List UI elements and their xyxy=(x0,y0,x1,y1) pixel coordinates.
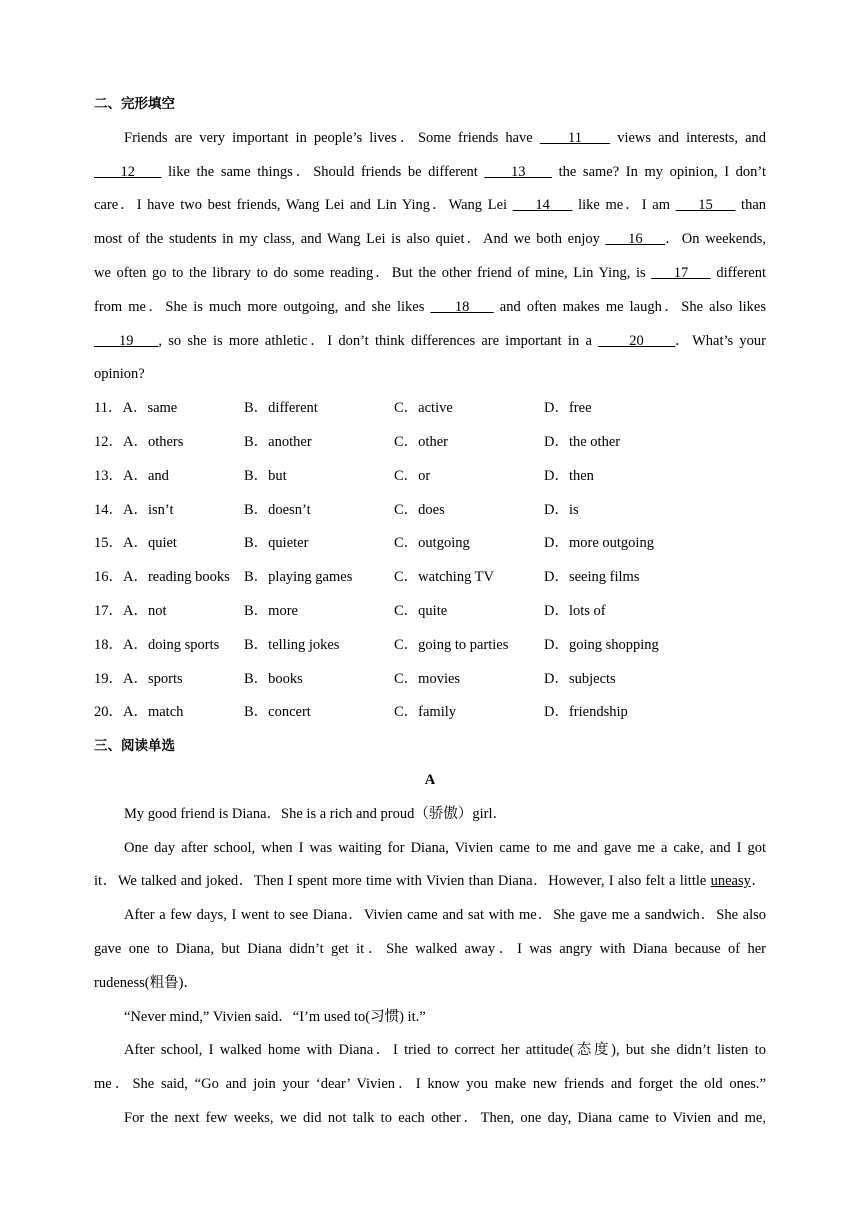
option-text: A．quiet xyxy=(123,535,177,552)
question-row xyxy=(94,561,766,595)
question-row xyxy=(94,663,766,697)
passage-text: the same? In my opinion, I don’t xyxy=(551,163,766,180)
option-a xyxy=(94,527,177,561)
question-row xyxy=(94,527,766,561)
option-d: D．seeing films xyxy=(544,569,640,586)
option-b: B．playing games xyxy=(244,569,353,586)
passage-text: different xyxy=(710,264,767,281)
passage-line xyxy=(94,325,766,359)
option-b: B．telling jokes xyxy=(244,636,340,653)
option-b: B．but xyxy=(244,467,287,484)
option-c: C．other xyxy=(394,433,448,450)
option-text: A．reading books xyxy=(123,569,230,586)
option-c: C．going to parties xyxy=(394,636,509,653)
question-number: 15． xyxy=(94,535,123,552)
question-row xyxy=(94,460,766,494)
option-b: B．more xyxy=(244,602,298,619)
question-number: 12． xyxy=(94,433,123,450)
option-text: A．sports xyxy=(123,670,183,687)
option-d: D．free xyxy=(544,400,592,417)
option-a xyxy=(94,561,230,595)
option-text: A．match xyxy=(123,704,184,721)
option-b: B．concert xyxy=(244,704,311,721)
reading-text: it．We talked and joked．Then I spent more time with Vivien than Diana．However, I also felt a little xyxy=(94,873,711,890)
option-a xyxy=(94,392,177,426)
passage-text: ．What’s your xyxy=(675,332,767,349)
question-number: 18． xyxy=(94,636,123,653)
reading-line: For the next few weeks, we did not talk to each other．Then, one day, Diana came to Vivien and me, xyxy=(124,1109,766,1126)
reading-line: rudeness(粗鲁)． xyxy=(94,974,198,991)
option-d: D．friendship xyxy=(544,704,628,721)
passage-text: and often makes me laugh．She also likes xyxy=(493,298,766,315)
option-c: C．quite xyxy=(394,602,448,619)
option-b: B．quieter xyxy=(244,535,309,552)
option-d: D．subjects xyxy=(544,670,616,687)
reading-line: After a few days, I went to see Diana．Vivien came and sat with me．She gave me a sandwich．She also xyxy=(124,907,766,924)
option-text: A．isn’t xyxy=(123,501,174,518)
reading-line: After school, I walked home with Diana．I tried to correct her attitude(态度), but she didn’t listen to xyxy=(124,1042,766,1059)
passage-text: like the same things．Should friends be different xyxy=(161,163,485,180)
blank-15: 15 xyxy=(675,197,736,214)
document-page xyxy=(94,88,766,1136)
option-a xyxy=(94,595,167,629)
option-text: A．others xyxy=(123,433,184,450)
question-number: 20． xyxy=(94,704,123,721)
reading-line: My good friend is Diana．She is a rich and proud（骄傲）girl． xyxy=(124,805,507,822)
question-number: 14． xyxy=(94,501,123,518)
option-c: C．does xyxy=(394,501,445,518)
reading-line: “Never mind,” Vivien said．“I’m used to(习惯) it.” xyxy=(124,1008,426,1025)
passage-line xyxy=(94,122,766,156)
passage-text: most of the students in my class, and Wang Lei is also quiet．And we both enjoy xyxy=(94,231,606,248)
option-a xyxy=(94,629,219,663)
option-text: A．same xyxy=(122,400,178,417)
option-c: C．active xyxy=(394,400,453,417)
option-c: C．movies xyxy=(394,670,461,687)
passage-text: Friends are very important in people’s lives．Some friends have xyxy=(124,129,540,146)
question-list xyxy=(94,392,766,730)
passage-text: we often go to the library to do some reading．But the other friend of mine, Lin Ying, is xyxy=(94,264,652,281)
question-number: 13． xyxy=(94,467,123,484)
option-d: D．the other xyxy=(544,433,621,450)
reading-line: gave one to Diana, but Diana didn’t get it．She walked away．I was angry with Diana because of her xyxy=(94,940,766,957)
option-c: C．family xyxy=(394,704,457,721)
option-a xyxy=(94,426,183,460)
question-row xyxy=(94,392,766,426)
passage-text: than xyxy=(735,197,767,214)
passage-line xyxy=(94,223,766,257)
question-number: 19． xyxy=(94,670,123,687)
section-heading-cloze: 二、完形填空 xyxy=(94,96,175,112)
question-row xyxy=(94,494,766,528)
passage-line xyxy=(94,257,766,291)
passage-line: opinion? xyxy=(94,366,145,383)
reading-line xyxy=(94,865,766,899)
passage-text: , so she is more athletic．I don’t think differences are important in a xyxy=(158,332,599,349)
option-b: B．different xyxy=(244,400,318,417)
option-text: A．doing sports xyxy=(123,636,220,653)
option-a xyxy=(94,663,183,697)
underlined-word: uneasy xyxy=(710,873,751,890)
question-row xyxy=(94,595,766,629)
option-b: B．another xyxy=(244,433,312,450)
blank-20: 20 xyxy=(598,332,675,349)
reading-text: ． xyxy=(750,873,767,890)
passage-text: ．On weekends, xyxy=(665,231,766,248)
option-text: A．not xyxy=(123,602,167,619)
question-row xyxy=(94,629,766,663)
option-c: C．watching TV xyxy=(394,569,495,586)
blank-19: 19 xyxy=(94,332,159,349)
question-number: 16． xyxy=(94,569,123,586)
blank-13: 13 xyxy=(484,163,552,180)
question-number: 11． xyxy=(94,400,123,417)
blank-12: 12 xyxy=(94,163,162,180)
option-a xyxy=(94,494,174,528)
option-c: C．or xyxy=(394,467,431,484)
passage-line xyxy=(94,156,766,190)
reading-line: One day after school, when I was waiting for Diana, Vivien came to me and gave me a cake, and I got xyxy=(124,839,766,856)
option-text: A．and xyxy=(123,467,169,484)
option-a xyxy=(94,460,169,494)
reading-line: me．She said, “Go and join your ‘dear’ Vivien．I know you make new friends and forget the old ones.” xyxy=(94,1076,766,1093)
option-d: D．lots of xyxy=(544,602,606,619)
passage-line xyxy=(94,189,766,223)
passage-line xyxy=(94,291,766,325)
passage-text: care．I have two best friends, Wang Lei and Lin Ying．Wang Lei xyxy=(94,197,513,214)
blank-17: 17 xyxy=(651,264,711,281)
passage-text: from me．She is much more outgoing, and she likes xyxy=(94,298,431,315)
blank-16: 16 xyxy=(605,231,666,248)
option-a xyxy=(94,696,183,730)
option-d: D．then xyxy=(544,467,594,484)
option-d: D．more outgoing xyxy=(544,535,654,552)
blank-18: 18 xyxy=(430,298,494,315)
question-number: 17． xyxy=(94,602,123,619)
passage-text: views and interests, and xyxy=(610,129,766,146)
option-c: C．outgoing xyxy=(394,535,470,552)
blank-14: 14 xyxy=(512,197,573,214)
passage-title: A xyxy=(424,771,436,788)
passage-text: like me．I am xyxy=(572,197,676,214)
section-heading-reading: 三、阅读单选 xyxy=(94,738,175,755)
question-row xyxy=(94,696,766,730)
blank-11: 11 xyxy=(539,129,611,146)
option-d: D．is xyxy=(544,501,579,518)
question-row xyxy=(94,426,766,460)
option-d: D．going shopping xyxy=(544,636,659,653)
option-b: B．doesn’t xyxy=(244,501,311,518)
option-b: B．books xyxy=(244,670,303,687)
